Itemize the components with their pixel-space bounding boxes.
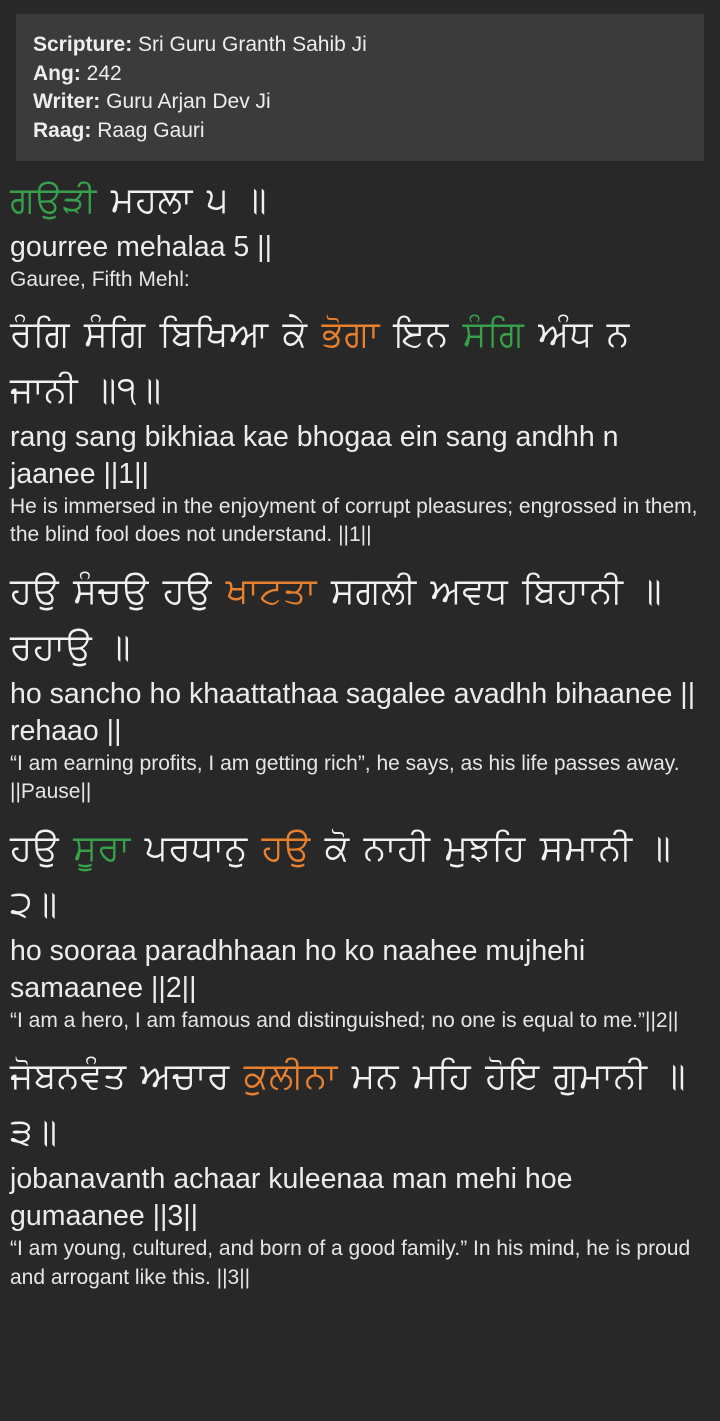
english-translation: “I am young, cultured, and born of a good family.” In his mind, he is proud and arrogant like this. ||3|| [10, 1237, 691, 1289]
gurmukhi-word: ਮਨ ਮਹਿ ਹੋਇ ਗੁਮਾਨੀ ॥੩॥ [10, 1056, 687, 1153]
verse-block [10, 1049, 710, 1292]
gurmukhi-word: ਰੰਗਿ ਸੰਗਿ ਬਿਖਿਆ ਕੇ [10, 313, 322, 355]
scripture-label: Scripture: [33, 33, 133, 56]
transliteration: jobanavanth achaar kuleenaa man mehi hoe gumaanee ||3|| [10, 1163, 573, 1232]
gurmukhi-word: ਭੋਗਾ [321, 313, 380, 355]
writer-value: Guru Arjan Dev Ji [100, 90, 271, 113]
gurmukhi-line [10, 173, 710, 229]
english-translation: Gauree, Fifth Mehl: [10, 268, 190, 291]
gurmukhi-word: ਸਗਲੀ ਅਵਧ ਬਿਹਾਨੀ ॥ ਰਹਾਉ ॥ [10, 570, 663, 668]
transliteration: rang sang bikhiaa kae bhogaa ein sang andhh n jaanee ||1|| [10, 420, 619, 490]
transliteration: ho sancho ho khaattathaa sagalee avadhh bihaanee || rehaao || [10, 677, 696, 747]
ang-value: 242 [80, 61, 122, 85]
ang-line [33, 60, 686, 89]
raag-label: Raag: [33, 118, 92, 142]
gurmukhi-word: ਹਉ ਸੰਚਉ ਹਉ [10, 570, 226, 612]
transliteration: ho sooraa paradhhaan ho ko naahee mujhehi samaanee ||2|| [10, 934, 586, 1004]
gurmukhi-line [10, 564, 710, 676]
scripture-line [33, 31, 686, 60]
raag-line [33, 117, 686, 146]
gurmukhi-word: ਸੰਗਿ [462, 313, 525, 355]
writer-line [33, 88, 686, 117]
raag-value: Raag Gauri [91, 118, 205, 142]
verse-block [10, 564, 710, 807]
gurmukhi-word: ਹਉ [261, 827, 311, 869]
english-translation: “I am a hero, I am famous and distinguished; no one is equal to me.”||2|| [10, 1008, 679, 1032]
english-translation: He is immersed in the enjoyment of corrupt pleasures; engrossed in them, the blind fool does not understand. ||1|| [10, 494, 698, 546]
gurmukhi-word: ਜੋਬਨਵੰਤ ਅਚਾਰ [10, 1056, 244, 1097]
verse-block [10, 173, 710, 295]
gurmukhi-word: ਮਹਲਾ ੫ ॥ [96, 180, 268, 221]
gurmukhi-line [10, 821, 710, 933]
gurmukhi-word: ਗਉੜੀ [10, 180, 97, 221]
verse-block [10, 307, 710, 550]
gurmukhi-word: ਇਨ [379, 313, 463, 355]
gurmukhi-word: ਕੋ ਨਾਹੀ ਮੁਝਹਿ ਸਮਾਨੀ ॥੨॥ [10, 827, 672, 925]
verse-list [0, 173, 720, 1292]
transliteration: gourree mehalaa 5 || [10, 231, 272, 263]
gurmukhi-word: ਸੂਰਾ [73, 827, 131, 869]
gurmukhi-line [10, 307, 710, 419]
gurmukhi-word: ਖਾਟਤਾ [225, 570, 317, 612]
verse-block [10, 821, 710, 1036]
gurmukhi-line [10, 1049, 710, 1161]
writer-label: Writer: [33, 90, 101, 113]
ang-label: Ang: [33, 61, 81, 85]
scripture-info-card [16, 14, 704, 161]
gurmukhi-word: ਅੰਧ ਨ ਜਾਨੀ ॥੧॥ [10, 313, 630, 411]
scripture-value: Sri Guru Granth Sahib Ji [132, 33, 367, 56]
english-translation: “I am earning profits, I am getting rich”, he says, as his life passes away. ||Pause|| [10, 751, 680, 803]
gurmukhi-word: ਹਉ [10, 827, 74, 869]
gurmukhi-word: ਕੁਲੀਨਾ [243, 1056, 338, 1097]
gurmukhi-word: ਪਰਧਾਨੁ [130, 827, 262, 869]
